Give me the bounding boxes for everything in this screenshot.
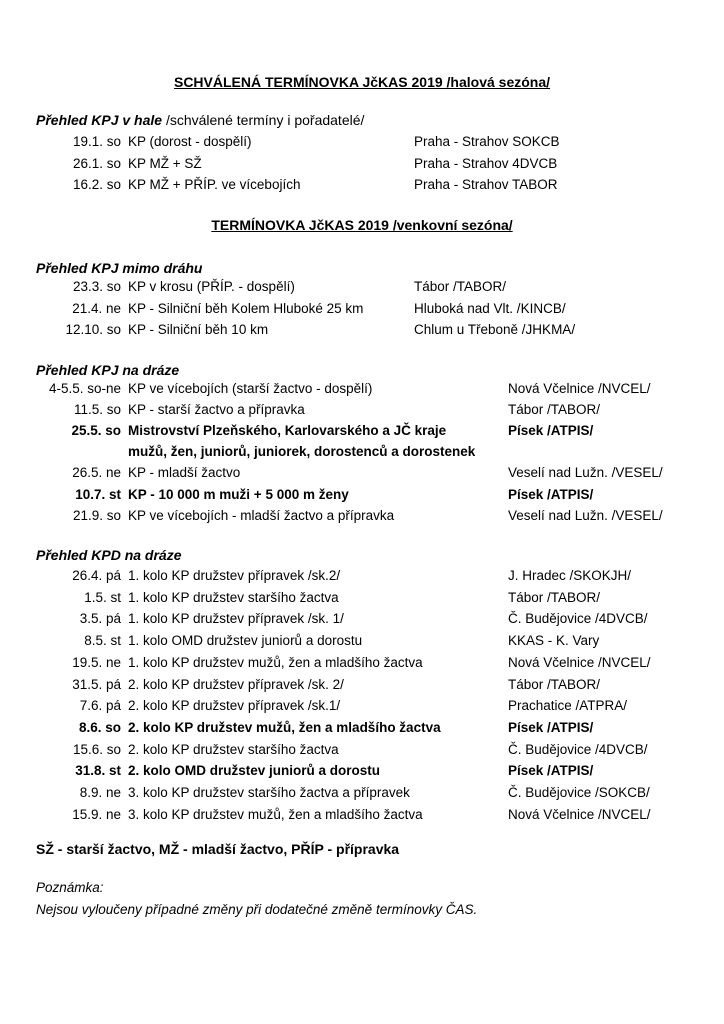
event-date: 7.6. pá: [79, 698, 121, 714]
event-place: Chlum u Třeboně /JHKMA/: [414, 322, 576, 337]
section-heading-hala-title: Přehled KPJ v hale: [36, 112, 163, 128]
event-name: 1. kolo OMD družstev juniorů a dorostu: [128, 633, 363, 649]
schedule-row: [0, 381, 724, 401]
schedule-row: [0, 156, 724, 176]
section-heading-kpd-draha-title: Přehled KPD na dráze: [36, 547, 182, 563]
event-date: 8.5. st: [84, 633, 121, 649]
event-date: 21.9. so: [72, 507, 121, 523]
event-place: Písek /ATPIS/: [508, 486, 594, 502]
section-heading-mimo-drahu-title: Přehled KPJ mimo dráhu: [36, 260, 203, 276]
event-date: 3.5. pá: [79, 611, 121, 627]
event-name: KP - Silniční běh Kolem Hluboké 25 km: [128, 300, 364, 316]
event-place: Praha - Strahov 4DVCB: [414, 155, 558, 171]
event-name: 3. kolo KP družstev mužů, žen a mladšího žactva: [128, 806, 423, 822]
schedule-row: [0, 633, 724, 653]
event-name: 2. kolo KP družstev přípravek /sk. 2/: [128, 676, 344, 692]
event-place: Č. Budějovice /4DVCB/: [508, 611, 648, 627]
event-name: KP - mladší žactvo: [128, 465, 241, 481]
event-date: 25.5. so: [71, 423, 121, 439]
schedule-row: [0, 590, 724, 610]
schedule-row: [0, 301, 724, 321]
event-name: KP ve vícebojích - mladší žactvo a přípravka: [128, 507, 395, 523]
event-name: 1. kolo KP družstev mužů, žen a mladšího žactva: [128, 654, 423, 670]
schedule-row: [0, 134, 724, 154]
schedule-row: [0, 720, 724, 740]
title-indoor-season: SCHVÁLENÁ TERMÍNOVKA JčKAS 2019 /halová sezóna/: [173, 74, 551, 90]
title-outdoor-season: TERMÍNOVKA JčKAS 2019 /venkovní sezóna/: [211, 217, 513, 233]
event-date: 31.5. pá: [72, 676, 121, 692]
schedule-row: [0, 402, 724, 422]
schedule-row: [0, 611, 724, 631]
event-date: 10.7. st: [75, 486, 121, 502]
event-name: 2. kolo KP družstev mužů, žen a mladšího žactva: [128, 719, 441, 735]
event-place: Písek /ATPIS/: [508, 719, 594, 735]
section-heading-kpj-draha: [36, 362, 179, 378]
schedule-row: [0, 423, 724, 443]
event-name: 1. kolo KP družstev přípravek /sk. 1/: [128, 611, 344, 627]
event-name: 2. kolo OMD družstev juniorů a dorostu: [128, 763, 381, 779]
section-heading-hala: [36, 112, 364, 128]
event-place: Tábor /TABOR/: [508, 676, 601, 692]
schedule-row: [0, 677, 724, 697]
event-name: 1. kolo KP družstev staršího žactva: [128, 589, 339, 605]
schedule-row: [0, 279, 724, 299]
schedule-row: [0, 763, 724, 783]
event-name: KP v krosu (PŘÍP. - dospělí): [128, 279, 295, 294]
schedule-row: [0, 568, 724, 588]
event-place: Praha - Strahov SOKCB: [414, 134, 560, 149]
event-date: 26.1. so: [72, 155, 121, 171]
abbreviation-legend: SŽ - starší žactvo, MŽ - mladší žactvo, PŘÍP - přípravka: [36, 841, 400, 857]
event-place: KKAS - K. Vary: [508, 633, 600, 649]
event-place: Písek /ATPIS/: [508, 423, 594, 439]
event-name: mužů, žen, juniorů, juniorek, dorostenců a dorostenek: [128, 444, 476, 460]
event-place: Praha - Strahov TABOR: [414, 177, 558, 192]
event-place: Veselí nad Lužn. /VESEL/: [508, 507, 663, 523]
event-place: Nová Včelnice /NVCEL/: [508, 381, 651, 396]
event-date: 11.5. so: [73, 402, 121, 418]
event-place: Veselí nad Lužn. /VESEL/: [508, 465, 663, 481]
schedule-row: [0, 807, 724, 827]
schedule-row: [0, 785, 724, 805]
event-date: 15.9. ne: [72, 806, 121, 822]
event-date: 15.6. so: [72, 741, 121, 757]
event-name: KP (dorost - dospělí): [128, 134, 252, 149]
event-place: Tábor /TABOR/: [414, 279, 507, 294]
section-heading-kpd-draha: [36, 547, 182, 563]
event-place: Č. Budějovice /4DVCB/: [508, 741, 648, 757]
event-name: Mistrovství Plzeňského, Karlovarského a JČ kraje: [128, 423, 447, 439]
event-name: KP - starší žactvo a přípravka: [128, 402, 305, 418]
section-heading-kpj-draha-title: Přehled KPJ na dráze: [36, 362, 180, 378]
event-place: Prachatice /ATPRA/: [508, 698, 628, 714]
event-name: KP - Silniční běh 10 km: [128, 322, 269, 337]
section-heading-hala-note: /schválené termíny i pořadatelé/: [162, 112, 365, 128]
event-name: 3. kolo KP družstev staršího žactva a přípravek: [128, 785, 410, 800]
section-heading-mimo-drahu: [36, 260, 202, 276]
event-date: 31.8. st: [75, 763, 121, 779]
note-text: Nejsou vyloučeny případné změny při dodatečné změně termínovky ČAS.: [36, 902, 478, 917]
schedule-row: [0, 508, 724, 528]
event-place: J. Hradec /SKOKJH/: [508, 568, 632, 583]
event-place: Nová Včelnice /NVCEL/: [508, 806, 651, 822]
event-date: 16.2. so: [72, 177, 121, 192]
event-name: KP - 10 000 m muži + 5 000 m ženy: [128, 486, 349, 502]
schedule-row: [0, 322, 724, 342]
event-date: 21.4. ne: [72, 300, 121, 316]
event-name: 1. kolo KP družstev přípravek /sk.2/: [128, 568, 341, 583]
event-name: KP ve vícebojích (starší žactvo - dospělí): [128, 381, 373, 396]
schedule-row: [0, 444, 724, 464]
event-date: 8.6. so: [78, 719, 121, 735]
event-name: 2. kolo KP družstev přípravek /sk.1/: [128, 698, 341, 714]
event-place: Písek /ATPIS/: [508, 763, 594, 779]
event-date: 8.9. ne: [79, 785, 121, 800]
schedule-row: [0, 177, 724, 197]
event-name: KP MŽ + PŘÍP. ve vícebojích: [128, 177, 301, 192]
note-label: Poznámka:: [36, 880, 104, 895]
event-place: Hluboká nad Vlt. /KINCB/: [414, 300, 566, 316]
event-date: 12.10. so: [65, 322, 121, 337]
event-place: Tábor /TABOR/: [508, 402, 601, 418]
event-date: 26.4. pá: [72, 568, 121, 583]
schedule-row: [0, 698, 724, 718]
schedule-row: [0, 742, 724, 762]
schedule-row: [0, 655, 724, 675]
event-place: Nová Včelnice /NVCEL/: [508, 654, 651, 670]
event-date: 23.3. so: [72, 279, 121, 294]
schedule-row: [0, 465, 724, 485]
event-date: 1.5. st: [84, 589, 121, 605]
event-date: 19.5. ne: [72, 654, 121, 670]
schedule-row: [0, 487, 724, 507]
event-place: Č. Budějovice /SOKCB/: [508, 785, 650, 800]
event-place: Tábor /TABOR/: [508, 589, 601, 605]
event-date: 26.5. ne: [72, 465, 121, 481]
event-date: 4-5.5. so-ne: [48, 381, 121, 396]
event-name: 2. kolo KP družstev staršího žactva: [128, 741, 339, 757]
event-name: KP MŽ + SŽ: [128, 155, 202, 171]
event-date: 19.1. so: [72, 134, 121, 149]
